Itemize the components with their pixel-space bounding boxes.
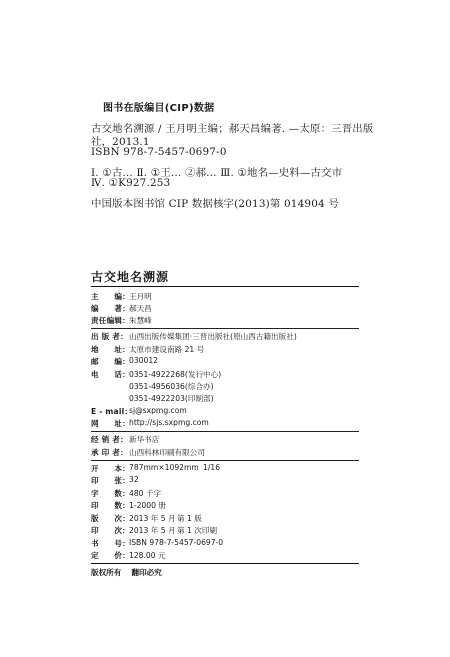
publisher-label: 网 址： xyxy=(91,419,130,428)
book-title: 古交地名溯源 xyxy=(91,270,170,284)
divider xyxy=(91,328,359,329)
spec-label: 印 次： xyxy=(91,526,130,535)
publisher-value: 0351-4922268(发行中心) xyxy=(129,370,222,379)
spec-extra: 第 1 版 xyxy=(177,514,202,523)
spec-value: 2013 年 5 月 xyxy=(129,526,176,535)
spec-value: 128.00 元 xyxy=(129,551,166,560)
rights-notice xyxy=(91,567,172,578)
spec-value: 2013 年 5 月 xyxy=(129,514,176,523)
divider xyxy=(91,286,359,287)
cip-line: Ⅳ. ①K927.253 xyxy=(91,177,171,189)
spec-value: ISBN 978-7-5457-0697-0 xyxy=(129,538,224,547)
spec-label: 书 号： xyxy=(91,539,130,548)
cip-line: ISBN 978-7-5457-0697-0 xyxy=(91,146,227,158)
credit-row xyxy=(91,315,361,328)
publisher-label: 电 话： xyxy=(91,370,130,379)
cip-line: 社，2013.1 xyxy=(91,136,150,148)
distribution-row xyxy=(91,434,361,447)
credit-value: 郝天昌 xyxy=(129,304,152,313)
publisher-value: 山西出版传媒集团·三晋出版社(原山西古籍出版社) xyxy=(129,332,297,341)
publisher-row xyxy=(91,331,361,344)
publisher-row xyxy=(91,393,361,406)
spec-label: 版 次： xyxy=(91,514,130,523)
publisher-value: 030012 xyxy=(129,356,158,365)
cip-heading: 图书在版编目(CIP)数据 xyxy=(103,103,215,114)
spec-label: 印 张： xyxy=(91,476,130,485)
distribution-value: 山西科林印刷有限公司 xyxy=(129,448,205,457)
spec-row xyxy=(91,500,361,513)
spec-label: 字 数： xyxy=(91,489,130,498)
spec-value: 787mm×1092mm xyxy=(129,463,199,472)
cip-data-number: 中国版本图书馆 CIP 数据核字(2013)第 014904 号 xyxy=(91,198,339,210)
cip-line: 古交地名溯源 / 王月明主编；郝天昌编著. —太原：三晋出版 xyxy=(91,123,374,135)
distribution-row xyxy=(91,447,361,460)
divider xyxy=(91,563,359,564)
distribution-value: 新华书店 xyxy=(129,435,160,444)
credit-label: 主 编： xyxy=(91,292,130,301)
publisher-value: 0351-4956036(综合办) xyxy=(129,382,214,391)
publisher-label: 邮 编： xyxy=(91,357,130,366)
distribution-label: 承 印 者： xyxy=(91,448,128,457)
rights-text: 版权所有 xyxy=(91,568,122,577)
rights-text: 翻印必究 xyxy=(131,568,162,577)
publisher-label: 出 版 者： xyxy=(91,332,128,341)
spec-extra: 第 1 次印刷 xyxy=(177,526,218,535)
spec-label: 定 价： xyxy=(91,551,130,560)
credit-label: 编 著： xyxy=(91,304,130,313)
publisher-label: E - mail： xyxy=(91,407,133,416)
divider xyxy=(91,431,359,432)
publisher-row xyxy=(91,418,361,431)
credit-value: 王月明 xyxy=(129,292,152,301)
spec-row xyxy=(91,550,361,563)
publisher-value: 0351-4922203(印制部) xyxy=(129,394,214,403)
spec-row xyxy=(91,475,361,488)
spec-value: 480 千字 xyxy=(129,489,162,498)
cip-line: Ⅰ. ①古… Ⅱ. ①王… ②郝… Ⅲ. ①地名—史料—古交市 xyxy=(91,167,343,179)
publisher-value: sj@sxpmg.com xyxy=(129,406,187,415)
divider xyxy=(91,460,359,461)
credit-label: 责任编辑： xyxy=(91,316,130,325)
spec-label: 印 数： xyxy=(91,501,130,510)
publisher-value: 太原市建设南路 21 号 xyxy=(129,345,205,354)
publisher-value: http://sjs.sxpmg.com xyxy=(129,418,209,427)
spec-row xyxy=(91,525,361,538)
publisher-label: 地 址： xyxy=(91,345,130,354)
spec-label: 开 本： xyxy=(91,464,130,473)
distribution-label: 经 销 者： xyxy=(91,435,128,444)
credit-value: 朱慧峰 xyxy=(129,316,152,325)
spec-extra: 1/16 xyxy=(203,463,221,472)
spec-value: 1-2000 册 xyxy=(129,501,166,510)
publisher-row xyxy=(91,356,361,369)
spec-value: 32 xyxy=(129,475,139,484)
